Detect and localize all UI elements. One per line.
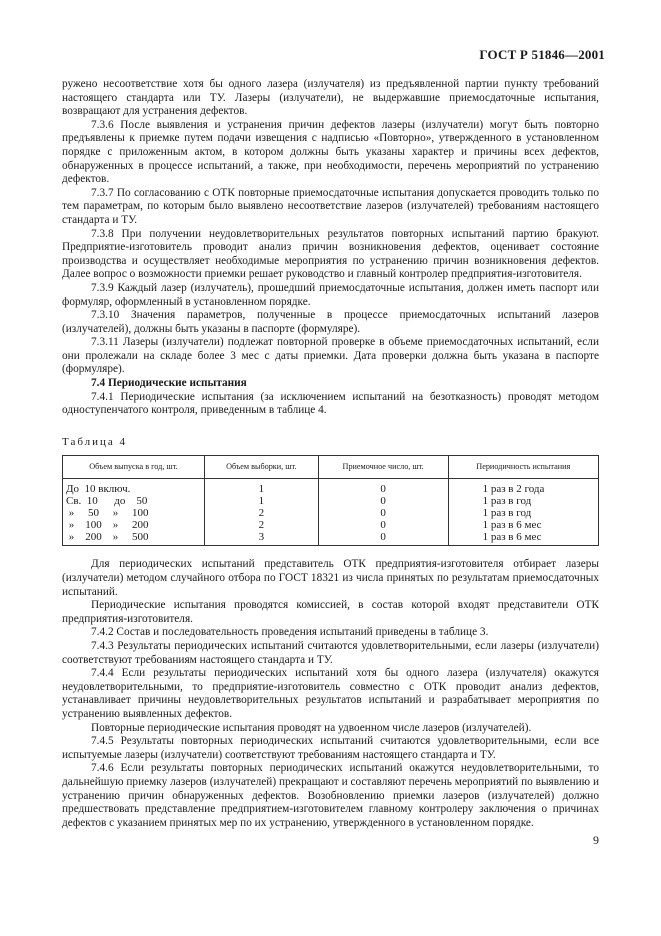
cell-periodicity: 1 раз в 6 мес (448, 531, 598, 546)
cell-sample: 3 (205, 531, 319, 546)
cell-acceptance: 0 (318, 531, 448, 546)
paragraph: 7.3.6 После выявления и устранения причин дефектов лазеры (излучатели) могут быть повторно предъявлены к приемке путем подачи извещения с надписью «Повторно», утвержденного в установленном порядке с приложенным актом, в котором должны быть указаны характер и причины всех дефектов, обнаруженных в процессе испытаний, а также, при необходимости, перечень мероприятий по устранению дефектов. (62, 118, 599, 186)
paragraph: 7.4.5 Результаты повторных периодических испытаний считаются удовлетворительными, если все испытуемые лазеры (излучатели) соответствуют требованиям настоящего стандарта и ТУ. (62, 735, 599, 761)
document-id: ГОСТ Р 51846—2001 (479, 47, 605, 62)
header-periodicity: Периодичность испытания (448, 456, 598, 479)
cell-sample: 1 (205, 495, 319, 507)
paragraph: 7.4.2 Состав и последовательность проведения испытаний приведены в таблице 3. (91, 626, 489, 639)
cell-volume: До 10 включ. (63, 479, 205, 496)
paragraph: Повторные периодические испытания проводят на удвоенном числе лазеров (излучателей). (91, 721, 532, 734)
paragraphs-before-table (62, 78, 599, 418)
cell-acceptance: 0 (318, 519, 448, 531)
paragraph: 7.3.8 При получении неудовлетворительных результатов повторных испытаний партию бракуют. Предприятие-изготовитель проводит анализ причин возникновения дефектов, оценивает состояние производства и осуществляет необходимые мероприятия по устранению причин возникновения дефектов. Далее вопрос о возможности приемки решает руководство и главный контролер предприятия-изготовителя. (62, 227, 599, 281)
body-text (62, 78, 599, 830)
paragraph: Для периодических испытаний представитель ОТК предприятия-изготовителя отбирает лазеры (излучатели) методом случайного отбора по ГОСТ 18321 из числа принятых по результатам приемосдаточных испытаний. (62, 558, 599, 598)
table-body (63, 479, 599, 546)
paragraph: Периодические испытания проводятся комиссией, в состав которой входят представители ОТК предприятия-изготовителя. (62, 599, 599, 625)
section-heading: 7.4 Периодические испытания (91, 377, 247, 390)
table-header-row (63, 456, 599, 479)
paragraph: 7.4.1 Периодические испытания (за исключением испытаний на безотказность) проводят методом одноступенчатого контроля, приведенным в таблице 4. (62, 390, 599, 417)
cell-volume: Св. 10 до 50 (63, 495, 205, 507)
cell-periodicity: 1 раз в год (448, 495, 598, 507)
cell-volume: » 200 » 500 (63, 531, 205, 546)
paragraphs-after-table (62, 558, 599, 830)
header-volume: Объем выпуска в год, шт. (63, 456, 205, 479)
table-row (63, 495, 599, 507)
paragraph: ружено несоответствие хотя бы одного лазера (излучателя) из предъявленной партии пункту требований настоящего стандарта или ТУ. Лазеры (излучатели), не выдержавшие приемосдаточные испытания, возвращают для устранения дефектов. (62, 78, 599, 118)
cell-periodicity: 1 раз в год (448, 507, 598, 519)
table-caption: Таблица 4 (62, 435, 128, 448)
page-number: 9 (593, 833, 599, 847)
cell-sample: 2 (205, 507, 319, 519)
cell-periodicity: 1 раз в 2 года (448, 479, 598, 496)
paragraph: 7.3.9 Каждый лазер (излучатель), прошедший приемосдаточные испытания, должен иметь паспорт или формуляр, оформленный в установленном порядке. (62, 281, 599, 308)
cell-sample: 1 (205, 479, 319, 496)
cell-acceptance: 0 (318, 495, 448, 507)
table-row (63, 507, 599, 519)
table-4 (62, 455, 599, 546)
paragraph: 7.3.7 По согласованию с ОТК повторные приемосдаточные испытания допускается проводить только по тем параметрам, по которым было выявлено несоответствие лазеров (излучателей) требованиям настоящего стандарта и ТУ. (62, 186, 599, 226)
cell-periodicity: 1 раз в 6 мес (448, 519, 598, 531)
cell-sample: 2 (205, 519, 319, 531)
table-row (63, 531, 599, 546)
header-acceptance: Приемочное число, шт. (318, 456, 448, 479)
cell-volume: » 100 » 200 (63, 519, 205, 531)
paragraph: 7.4.3 Результаты периодических испытаний считаются удовлетворительными, если лазеры (излучатели) соответствуют требованиям настоящего стандарта и ТУ. (62, 640, 599, 666)
paragraph: 7.4.6 Если результаты повторных периодических испытаний окажутся неудовлетворительными, то дальнейшую приемку лазеров (излучателей) прекращают и составляют перечень мероприятий по выявлению и устранению причин обнаруженных дефектов. Возобновлению приемки лазеров (излучателей) должно предшествовать представление предприятием-изготовителем главному контролеру заключения о причинах дефектов с указанием принятых мер по их устранению, утвержденного в установленном порядке. (62, 762, 599, 829)
paragraph: 7.3.11 Лазеры (излучатели) подлежат повторной проверке в объеме приемосдаточных испытаний, если они пролежали на складе более 3 мес с даты приемки. Дата проверки должна быть указана в паспорте (формуляре). (62, 336, 599, 376)
table-row (63, 519, 599, 531)
paragraph: 7.4.4 Если результаты периодических испытаний хотя бы одного лазера (излучателя) окажутся неудовлетворительными, то предприятие-изготовитель совместно с ОТК проводит анализ дефектов, устанавливает причины неудовлетворительных результатов испытаний и разрабатывает мероприятия по устранению выявленных дефектов. (62, 667, 599, 720)
cell-acceptance: 0 (318, 507, 448, 519)
header-sample: Объем выборки, шт. (205, 456, 319, 479)
cell-volume: » 50 » 100 (63, 507, 205, 519)
cell-acceptance: 0 (318, 479, 448, 496)
paragraph: 7.3.10 Значения параметров, полученные в процессе приемосдаточных испытаний лазеров (излучателей), должны быть указаны в паспорте (формуляре). (62, 309, 599, 335)
table-row (63, 479, 599, 496)
